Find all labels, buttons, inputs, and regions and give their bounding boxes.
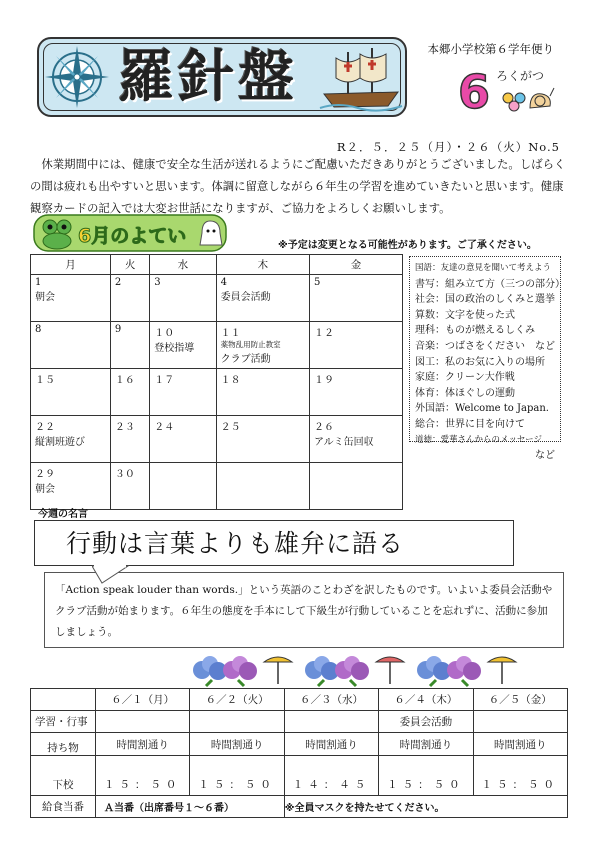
calendar-week bbox=[31, 416, 403, 463]
table-cell: １４：４５ bbox=[284, 756, 378, 796]
schedule-badge-text: 6月のよてい bbox=[78, 225, 187, 247]
subject-item: 社会：国の政治のしくみと選挙 bbox=[415, 294, 555, 306]
weekly-table bbox=[30, 688, 568, 818]
calendar-cell: 9 bbox=[110, 322, 149, 369]
calendar-cell: ２４ bbox=[150, 416, 216, 463]
calendar-cell: 8 bbox=[31, 322, 111, 369]
calendar-cell: １２ bbox=[310, 322, 403, 369]
calendar-cell: ２９ 朝会 bbox=[31, 463, 111, 510]
calendar-cell: 1 朝会 bbox=[31, 275, 111, 322]
schedule-notice: ※予定は変更となる可能性があります。ご了承ください。 bbox=[278, 240, 537, 251]
calendar-cell: 4 委員会活動 bbox=[216, 275, 309, 322]
subject-item: 外国語：Welcome to Japan. bbox=[415, 403, 549, 415]
calendar-week bbox=[31, 322, 403, 369]
week-date: ６／３（水） bbox=[284, 689, 378, 711]
subject-item: 書写：組み立て方（三つの部分） bbox=[415, 278, 565, 290]
calendar-cell: 3 bbox=[150, 275, 216, 322]
table-row bbox=[31, 733, 568, 756]
day-header: 水 bbox=[150, 255, 216, 275]
calendar-cell: １６ bbox=[110, 369, 149, 416]
quote-explanation: 「Action speak louder than words.」という英語のことわざを訳したものです。いよいよ委員会活動やクラブ活動が始まります。６年生の態度を手本にして下級生が行動していることを忘れずに、活動に参加しましょう。 bbox=[44, 572, 564, 648]
issue-date: R２．５．２５（月）・２６（火）No.5 bbox=[336, 140, 560, 154]
week-header-row bbox=[31, 689, 568, 711]
grade-logo bbox=[452, 64, 562, 114]
row-label: 給食当番 bbox=[31, 796, 96, 818]
week-date: ６／２（火） bbox=[190, 689, 284, 711]
subjects-box bbox=[409, 256, 565, 462]
calendar-cell bbox=[310, 463, 403, 510]
subject-item: 音楽：つばさをください など bbox=[415, 340, 555, 352]
week-date: ６／４（木） bbox=[379, 689, 473, 711]
calendar-cell: １９ bbox=[310, 369, 403, 416]
speech-tail bbox=[92, 562, 132, 584]
table-cell bbox=[190, 711, 284, 733]
subject-item: 家庭：クリーン大作戦 bbox=[415, 372, 515, 384]
calendar-cell: １５ bbox=[31, 369, 111, 416]
calendar-cell: １０ 登校指導 bbox=[150, 322, 216, 369]
table-cell: １５：５０ bbox=[190, 756, 284, 796]
table-cell: 時間割通り bbox=[96, 733, 190, 756]
newsletter-title: 羅針盤 bbox=[118, 45, 298, 110]
week-date: ６／５（金） bbox=[473, 689, 567, 711]
calendar-week bbox=[31, 463, 403, 510]
day-header: 火 bbox=[110, 255, 149, 275]
subject-item: 算数：文字を使った式 bbox=[415, 309, 515, 321]
subjects-tail: など bbox=[535, 450, 555, 462]
compass-icon bbox=[42, 44, 112, 110]
calendar-cell: 2 bbox=[110, 275, 149, 322]
calendar-table bbox=[30, 254, 403, 510]
day-header: 木 bbox=[216, 255, 309, 275]
table-cell bbox=[96, 711, 190, 733]
table-cell: 委員会活動 bbox=[379, 711, 473, 733]
table-row bbox=[31, 711, 568, 733]
calendar-week bbox=[31, 369, 403, 416]
calendar-cell: ２６ アルミ缶回収 bbox=[310, 416, 403, 463]
table-cell: １５：５０ bbox=[96, 756, 190, 796]
schedule-badge bbox=[32, 211, 232, 255]
table-cell bbox=[284, 711, 378, 733]
calendar-cell: 5 bbox=[310, 275, 403, 322]
table-cell: １５：５０ bbox=[473, 756, 567, 796]
hydrangea-decoration bbox=[192, 654, 532, 688]
subject-item: 体育：体ほぐしの運動 bbox=[415, 387, 515, 399]
lunch-row bbox=[31, 796, 568, 818]
table-cell: 時間割通り bbox=[473, 733, 567, 756]
calendar-cell bbox=[216, 463, 309, 510]
subject-item: 道徳：愛華さんからのメッセージ bbox=[415, 434, 542, 445]
grade-number: 6 bbox=[458, 65, 491, 114]
day-header: 月 bbox=[31, 255, 111, 275]
subject-item: 国語：友達の意見を聞いて考えよう bbox=[415, 263, 552, 273]
table-cell: １５：５０ bbox=[379, 756, 473, 796]
week-date: ６／１（月） bbox=[96, 689, 190, 711]
lunch-duty: Ａ当番（出席番号１～６番） bbox=[96, 796, 285, 818]
calendar-week bbox=[31, 275, 403, 322]
calendar-cell: １８ bbox=[216, 369, 309, 416]
row-label: 持ち物 bbox=[31, 733, 96, 756]
mask-note: ※全員マスクを持たせてください。 bbox=[284, 796, 567, 818]
quote-text: 行動は言葉よりも雄弁に語る bbox=[66, 529, 405, 558]
row-label: 学習・行事 bbox=[31, 711, 96, 733]
subject-item: 図工：私のお気に入りの場所 bbox=[415, 356, 545, 368]
calendar-cell: ２２ 縦割班遊び bbox=[31, 416, 111, 463]
table-cell: 時間割通り bbox=[379, 733, 473, 756]
subject-item: 理科：ものが燃えるしくみ bbox=[415, 325, 535, 337]
row-label: 下校 bbox=[31, 756, 96, 796]
calendar-cell: １１ 薬物乱用防止教室 クラブ活動 bbox=[216, 322, 309, 369]
subject-item: 総合：世界に目を向けて bbox=[415, 418, 525, 430]
calendar-cell: ２３ bbox=[110, 416, 149, 463]
intro-paragraph: 休業期間中には、健康で安全な生活が送れるようにご配慮いただきありがとうございました。しばらくの間は疲れも出やすいと思います。体調に留意しながら６年生の学習を進めていきたいと思います。健康観察カードの記入では大変お世話になりますが、ご協力をよろしくお願いします。 bbox=[30, 157, 566, 215]
table-cell: 時間割通り bbox=[284, 733, 378, 756]
calendar-cell: ２５ bbox=[216, 416, 309, 463]
calendar-cell: ３０ bbox=[110, 463, 149, 510]
ship-icon bbox=[318, 44, 404, 114]
calendar-cell: １７ bbox=[150, 369, 216, 416]
calendar-cell bbox=[150, 463, 216, 510]
quote-label: 今週の名言 bbox=[38, 509, 88, 520]
table-cell bbox=[473, 711, 567, 733]
grade-reading: ろくがつ bbox=[496, 69, 545, 83]
table-row bbox=[31, 756, 568, 796]
school-name: 本郷小学校第６学年便り bbox=[427, 42, 554, 56]
table-cell: 時間割通り bbox=[190, 733, 284, 756]
day-header: 金 bbox=[310, 255, 403, 275]
